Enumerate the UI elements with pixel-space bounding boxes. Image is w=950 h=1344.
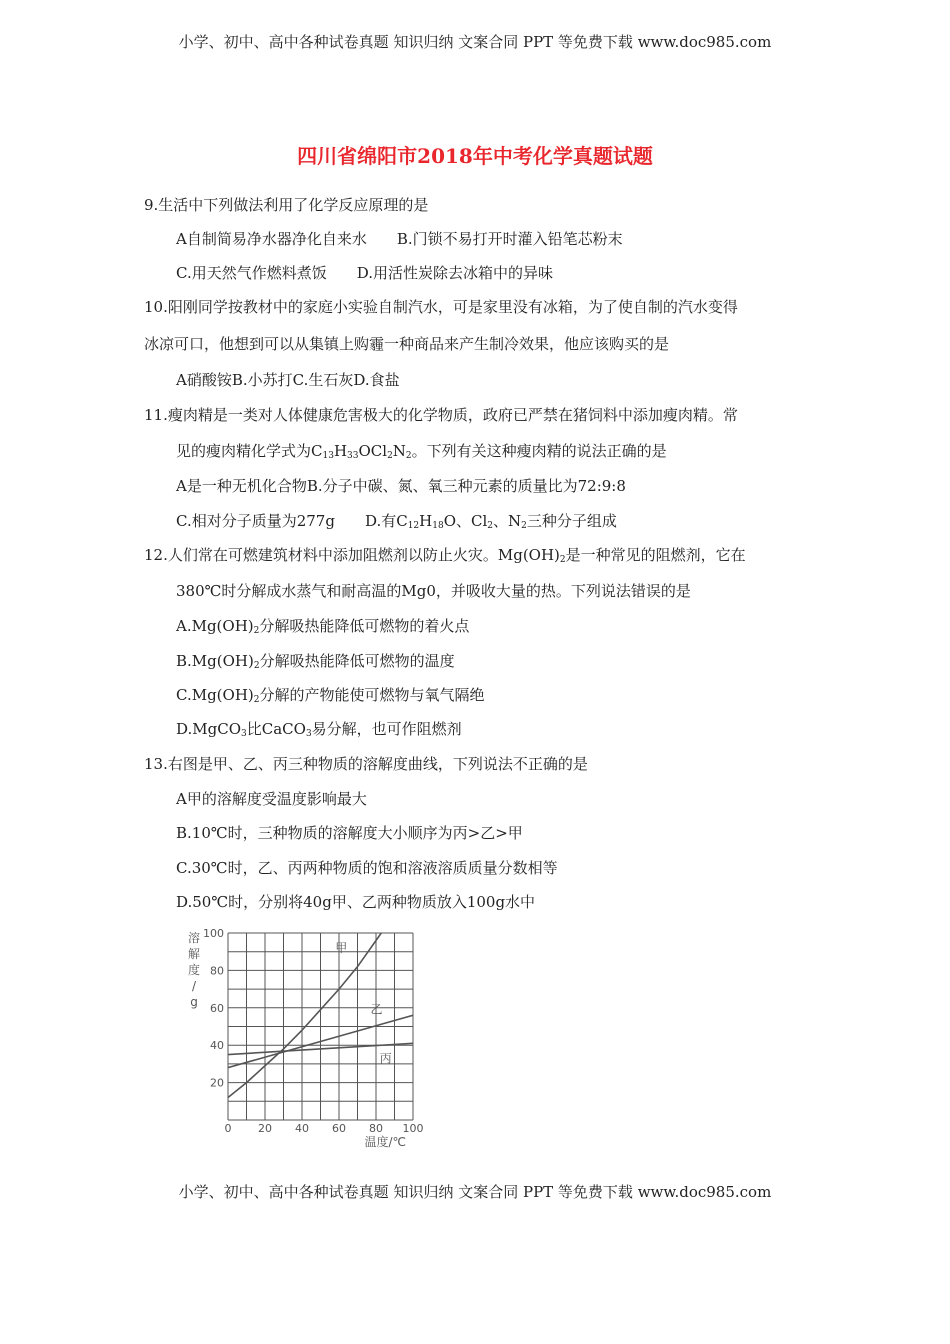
q12-stem-line2: 380℃时分解成水蒸气和耐高温的Mg0，并吸收大量的热。下列说法错误的是 [176, 582, 691, 600]
x-tick-label: 20 [258, 1122, 272, 1135]
q13-option-b: B.10℃时，三种物质的溶解度大小顺序为丙>乙>甲 [176, 824, 523, 842]
y-tick-label: 20 [210, 1076, 224, 1090]
q13-option-a: A甲的溶解度受温度影响最大 [176, 790, 367, 808]
series-label-乙: 乙 [370, 1002, 383, 1017]
series-label-丙: 丙 [379, 1051, 392, 1066]
q11-options-row2: C.相对分子质量为277g D.有$C_{12}H_{18}O$、$Cl_2$、$N_2$三种分子组成 [176, 512, 617, 531]
q12-option-d: D.MgCO$_3$比CaCO$_3$易分解，也可作阻燃剂 [176, 720, 462, 739]
x-tick-label: 60 [332, 1122, 346, 1135]
solubility-chart [178, 924, 438, 1154]
q13-option-c: C.30℃时，乙、丙两种物质的饱和溶液溶质质量分数相等 [176, 859, 558, 877]
y-axis-label-char: / [191, 979, 197, 993]
page-footer: 小学、初中、高中各种试卷真题 知识归纳 文案合同 PPT 等免费下载 www.doc985.com [178, 1183, 772, 1201]
q10-stem-line2: 冰凉可口，他想到可以从集镇上购霾一种商品来产生制冷效果，他应该购买的是 [144, 335, 670, 353]
y-axis-label-char: 度 [187, 963, 201, 977]
q11-stem-line1: 11.瘦肉精是一类对人体健康危害极大的化学物质，政府已严禁在猪饲料中添加瘦肉精。常 [144, 406, 738, 424]
q13-stem: 13.右图是甲、乙、丙三种物质的溶解度曲线，下列说法不正确的是 [144, 755, 588, 773]
q12-option-a: $A.Mg(OH)_2$分解吸热能降低可燃物的着火点 [176, 617, 470, 636]
series-label-甲: 甲 [335, 940, 348, 955]
q11-options-row1: A是一种无机化合物B.分子中碳、氮、氧三种元素的质量比为72:9:8 [176, 477, 626, 495]
q13-option-d: D.50℃时，分别将40g甲、乙两种物质放入100g水中 [176, 893, 536, 911]
x-tick-label: 100 [402, 1122, 424, 1135]
page-title: 四川省绵阳市2018年中考化学真题试题 [297, 144, 653, 168]
q9-options-row1: A自制简易净水器净化自来水 B.门锁不易打开时灌入铅笔芯粉末 [176, 230, 623, 248]
y-tick-label: 100 [203, 927, 224, 940]
y-axis-label-char: 溶 [187, 931, 201, 945]
x-tick-label: 40 [295, 1122, 309, 1135]
x-tick-label: 0 [224, 1122, 232, 1135]
y-tick-label: 60 [210, 1001, 224, 1015]
q12-stem-line1: 12.人们常在可燃建筑材料中添加阻燃剂以防止火灾。$Mg(OH)_2$是一种常见的阻燃剂，它在 [144, 546, 746, 565]
q10-options: A硝酸铵B.小苏打C.生石灰D.食盐 [176, 371, 400, 389]
y-axis-label-char: g [190, 995, 198, 1009]
y-axis-label-char: 解 [187, 947, 201, 961]
q10-stem-line1: 10.阳刚同学按教材中的家庭小实验自制汽水，可是家里没有冰箱，为了使自制的汽水变得 [144, 298, 738, 316]
q9-stem: 9.生活中下列做法利用了化学反应原理的是 [144, 196, 429, 214]
q9-options-row2: C.用天然气作燃料煮饭 D.用活性炭除去冰箱中的异味 [176, 264, 553, 282]
x-tick-label: 80 [369, 1122, 383, 1135]
q11-stem-line2: 见的瘦肉精化学式为$C_{13}H_{33}OCl_2N_2$。下列有关这种瘦肉精的说法正确的是 [176, 442, 667, 461]
q12-option-b: $B.Mg(OH)_2$分解吸热能降低可燃物的温度 [176, 652, 455, 671]
x-axis-label: 温度/℃ [364, 1135, 407, 1149]
y-tick-label: 80 [210, 964, 224, 978]
page-header: 小学、初中、高中各种试卷真题 知识归纳 文案合同 PPT 等免费下载 www.doc985.com [178, 33, 772, 51]
y-tick-label: 40 [210, 1039, 224, 1053]
q12-option-c: $C.Mg(OH)_2$分解的产物能使可燃物与氧气隔绝 [176, 686, 485, 705]
